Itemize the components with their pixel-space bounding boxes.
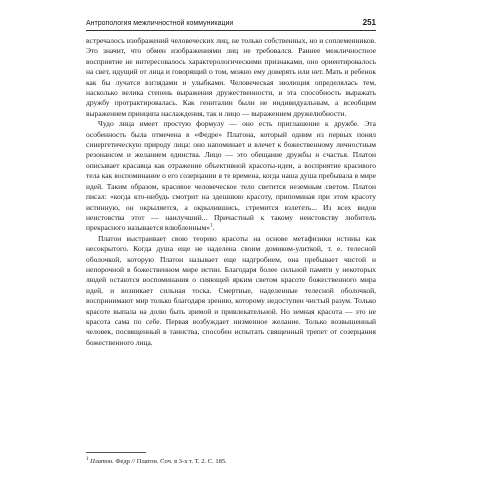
paragraph-3: Платон выстраивает свою теорию красоты на основе метафизики истины как несокрытого. Когда душа еще не наделена своим домиком-улиткой, т. е. телесной оболочкой, которую Платон называет еще надгробием, она пребывает чистой и непорочной в божественном мире истин. Благодаря более сильной памяти у некоторых людей остаются воспоминания о сияющей ярким светом красоте божественного мира идей, и возникает сильная тоска. Смертные, наделенные телесной оболочкой, воспринимают мир только благодаря зрению, которому недоступен чистый разум. Только красоте выпала на долю быть зримой и привлекательной. Но земная красота — это не красота сама по себе. Первая возбуждает низменное желание. Только возвышенный человек, посвященный в таинства, способен испытать священный трепет от созерцания божественного лица.	[86, 233, 376, 347]
paragraph-2: Чудо лица имеет простую формулу — оно есть приглашение к дружбе. Эта особенность была отмечена в «Федре» Платона, который одним из первых понял синергетическую природу лица: оно напоминает и влечет к божественному личностным резонансом и желанием единства. Лицо — это обещание дружбы и счастья. Платон описывает красавца как отражение объективной красоты-идеи, а восприятие красивого тела как воспоминание о его созерцании в те времена, когда наша душа пребывала в мире идей. Таким образом, красивое человеческое тело светится неземным светом. Платон писал: «когда кто-нибудь смотрит на здешнюю красоту, припоминая при этом красоту истинную, он окрыляется, а окрылившись, стремится взлететь... Из всех видов неистовства этот — наилучший... Причастный к такому неистовству любитель прекрасного называется влюбленным»$^1$.	[86, 119, 376, 233]
running-header	[86, 18, 376, 31]
running-title: Антропология межличностной коммуникации	[86, 20, 234, 27]
page-number: 251	[362, 18, 376, 27]
footnote-divider	[86, 452, 146, 453]
footnote-reference[interactable]: 1	[209, 223, 213, 229]
main-text	[86, 36, 376, 348]
footnote-text: Федр // Платон. Соч. в 3-х т. Т. 2. С. 185.	[115, 458, 227, 465]
paragraph-2-text: Чудо лица имеет простую формулу — оно есть приглашение к дружбе. Эта особенность была отмечена в «Федре» Платона, который одним из первых понял синергетическую природу лица: оно напоминает и влечет к божественному личностным резонансом и желанием единства. Лицо — это обещание дружбы и счастья. Платон описывает красавца как отражение объективной красоты-идеи, а восприятие красивого тела как воспоминание о его созерцании в те времена, когда наша душа пребывала в мире идей. Таким образом, красивое человеческое тело светится неземным светом. Платон писал: «когда кто-нибудь смотрит на здешнюю красоту, припоминая при этом красоту истинную, он окрыляется, а окрылившись, стремится взлететь... Из всех видов неистовства этот — наилучший... Причастный к такому неистовству любитель прекрасного называется влюбленным»	[86, 119, 376, 233]
paragraph-1: встречалось изображений человеческих лиц, не только собственных, но и соплеменников. Это значит, что обмен изображениями лиц не требовался. Раннее межличностное восприятие не интересовалось характерологическими признаками, оно ориентировалось на свет, идущий от лица и говорящий о том, можно ему доверять или нет. Мать и ребенок как бы лучатся взглядами и улыбками. Человеческая эволюция определялась тем, насколько велика степень выражения дружественности, и эта способность выражать дружбу протрактировалась. Как гениталии были не индивидуальным, а всеобщим выражением принципа наслаждения, так и лицо — выражением дружелюбности.	[86, 36, 376, 118]
footnote	[86, 457, 376, 466]
footnote-author: Платон.	[90, 458, 114, 465]
footnote-marker: 1	[86, 456, 89, 462]
